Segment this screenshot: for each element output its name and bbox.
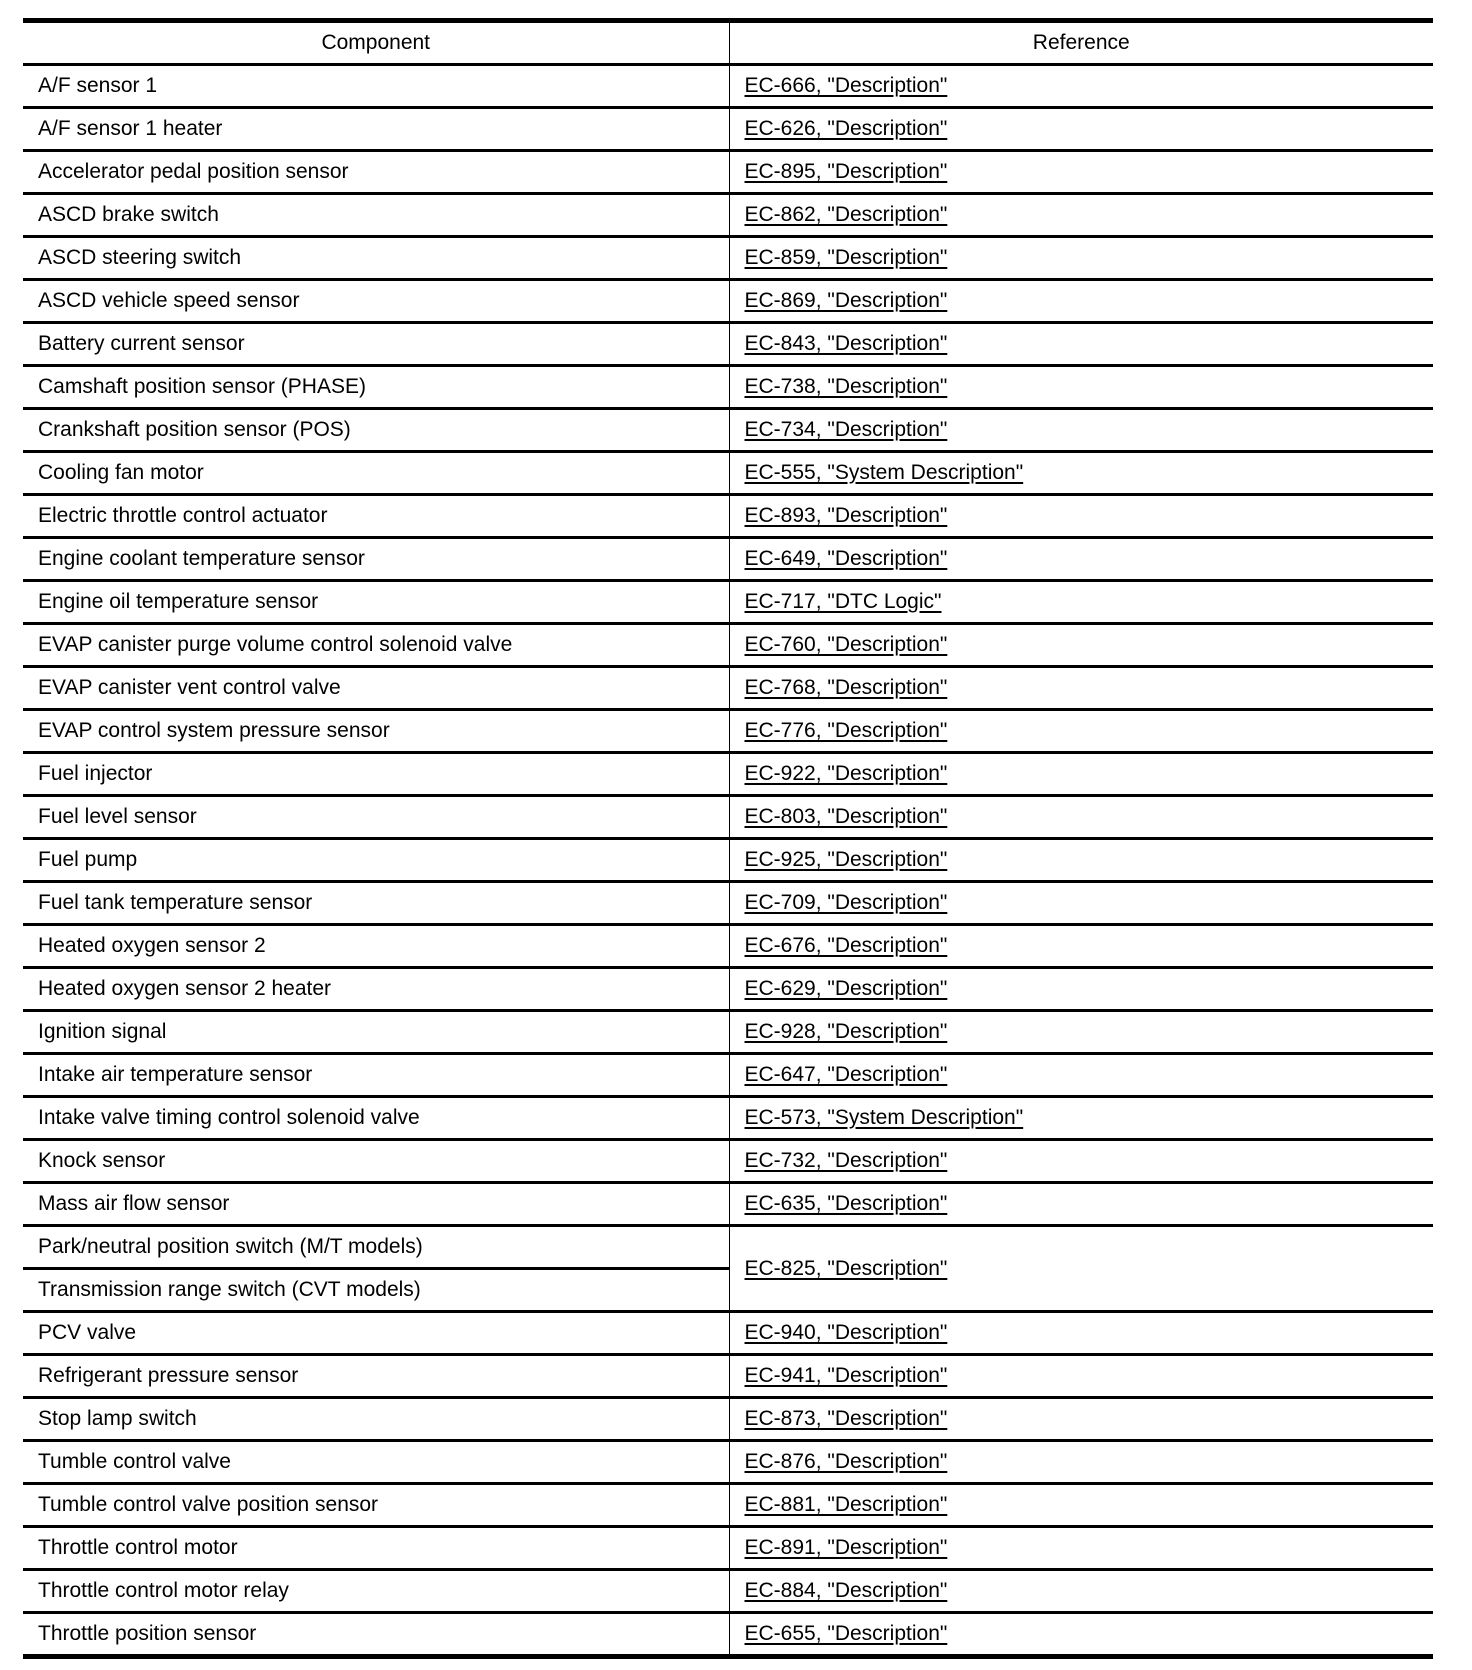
table-row bbox=[23, 710, 1433, 753]
component-cell: Knock sensor bbox=[23, 1140, 729, 1183]
table-row bbox=[23, 237, 1433, 280]
table-row bbox=[23, 1398, 1433, 1441]
reference-cell bbox=[729, 1398, 1433, 1441]
reference-cell bbox=[729, 108, 1433, 151]
header-reference: Reference bbox=[729, 21, 1433, 65]
component-cell: Engine oil temperature sensor bbox=[23, 581, 729, 624]
reference-link[interactable]: EC-760, "Description" bbox=[744, 633, 948, 656]
reference-cell bbox=[729, 1484, 1433, 1527]
component-cell: Camshaft position sensor (PHASE) bbox=[23, 366, 729, 409]
table-row bbox=[23, 108, 1433, 151]
reference-cell bbox=[729, 1226, 1433, 1312]
reference-cell bbox=[729, 839, 1433, 882]
reference-link[interactable]: EC-941, "Description" bbox=[744, 1364, 948, 1387]
table-row bbox=[23, 1355, 1433, 1398]
table-row bbox=[23, 1484, 1433, 1527]
table-row bbox=[23, 753, 1433, 796]
component-cell: Intake valve timing control solenoid valve bbox=[23, 1097, 729, 1140]
table-row bbox=[23, 366, 1433, 409]
reference-link[interactable]: EC-859, "Description" bbox=[744, 246, 948, 269]
reference-link[interactable]: EC-940, "Description" bbox=[744, 1321, 948, 1344]
table-row bbox=[23, 1527, 1433, 1570]
component-cell: Throttle control motor relay bbox=[23, 1570, 729, 1613]
reference-cell bbox=[729, 710, 1433, 753]
header-component: Component bbox=[23, 21, 729, 65]
component-cell: Fuel pump bbox=[23, 839, 729, 882]
reference-link[interactable]: EC-803, "Description" bbox=[744, 805, 948, 828]
component-cell: Refrigerant pressure sensor bbox=[23, 1355, 729, 1398]
reference-cell bbox=[729, 151, 1433, 194]
reference-link[interactable]: EC-649, "Description" bbox=[744, 547, 948, 570]
table-row bbox=[23, 1226, 1433, 1269]
table-row bbox=[23, 581, 1433, 624]
component-cell: Engine coolant temperature sensor bbox=[23, 538, 729, 581]
reference-cell bbox=[729, 366, 1433, 409]
reference-cell bbox=[729, 1011, 1433, 1054]
reference-link[interactable]: EC-881, "Description" bbox=[744, 1493, 948, 1516]
table-row bbox=[23, 1011, 1433, 1054]
reference-link[interactable]: EC-666, "Description" bbox=[744, 74, 948, 97]
reference-link[interactable]: EC-893, "Description" bbox=[744, 504, 948, 527]
component-reference-table bbox=[23, 18, 1433, 1659]
component-cell: ASCD vehicle speed sensor bbox=[23, 280, 729, 323]
table-row bbox=[23, 1140, 1433, 1183]
reference-cell bbox=[729, 882, 1433, 925]
component-cell: Fuel injector bbox=[23, 753, 729, 796]
component-cell: Tumble control valve bbox=[23, 1441, 729, 1484]
table-row bbox=[23, 1441, 1433, 1484]
component-cell: A/F sensor 1 heater bbox=[23, 108, 729, 151]
reference-cell bbox=[729, 968, 1433, 1011]
reference-link[interactable]: EC-573, "System Description" bbox=[744, 1106, 1024, 1129]
component-cell: Throttle control motor bbox=[23, 1527, 729, 1570]
reference-link[interactable]: EC-555, "System Description" bbox=[744, 461, 1024, 484]
component-cell: Tumble control valve position sensor bbox=[23, 1484, 729, 1527]
reference-link[interactable]: EC-647, "Description" bbox=[744, 1063, 948, 1086]
component-cell: Crankshaft position sensor (POS) bbox=[23, 409, 729, 452]
reference-cell bbox=[729, 1097, 1433, 1140]
reference-link[interactable]: EC-884, "Description" bbox=[744, 1579, 948, 1602]
table-row bbox=[23, 796, 1433, 839]
table-row bbox=[23, 65, 1433, 108]
reference-link[interactable]: EC-717, "DTC Logic" bbox=[744, 590, 942, 613]
reference-cell bbox=[729, 538, 1433, 581]
reference-link[interactable]: EC-891, "Description" bbox=[744, 1536, 948, 1559]
reference-cell bbox=[729, 667, 1433, 710]
reference-cell bbox=[729, 624, 1433, 667]
component-cell: Mass air flow sensor bbox=[23, 1183, 729, 1226]
reference-link[interactable]: EC-895, "Description" bbox=[744, 160, 948, 183]
component-cell: Ignition signal bbox=[23, 1011, 729, 1054]
table-row bbox=[23, 280, 1433, 323]
reference-link[interactable]: EC-843, "Description" bbox=[744, 332, 948, 355]
table-row bbox=[23, 452, 1433, 495]
reference-cell bbox=[729, 1441, 1433, 1484]
reference-cell bbox=[729, 409, 1433, 452]
table-row bbox=[23, 968, 1433, 1011]
component-cell: Electric throttle control actuator bbox=[23, 495, 729, 538]
component-cell: Heated oxygen sensor 2 bbox=[23, 925, 729, 968]
component-cell: PCV valve bbox=[23, 1312, 729, 1355]
reference-cell bbox=[729, 581, 1433, 624]
reference-cell bbox=[729, 1527, 1433, 1570]
reference-cell bbox=[729, 796, 1433, 839]
component-cell: Park/neutral position switch (M/T models) bbox=[23, 1226, 729, 1269]
component-cell: Stop lamp switch bbox=[23, 1398, 729, 1441]
table-row bbox=[23, 323, 1433, 366]
reference-link[interactable]: EC-776, "Description" bbox=[744, 719, 948, 742]
reference-cell bbox=[729, 1140, 1433, 1183]
reference-link[interactable]: EC-825, "Description" bbox=[744, 1256, 948, 1280]
table-body bbox=[23, 65, 1433, 1657]
component-cell: Heated oxygen sensor 2 heater bbox=[23, 968, 729, 1011]
component-cell: EVAP control system pressure sensor bbox=[23, 710, 729, 753]
component-cell: EVAP canister purge volume control solenoid valve bbox=[23, 624, 729, 667]
reference-link[interactable]: EC-709, "Description" bbox=[744, 891, 948, 914]
reference-link[interactable]: EC-873, "Description" bbox=[744, 1407, 948, 1430]
component-cell: Battery current sensor bbox=[23, 323, 729, 366]
table-row bbox=[23, 1183, 1433, 1226]
table-row bbox=[23, 1312, 1433, 1355]
table-row bbox=[23, 538, 1433, 581]
reference-link[interactable]: EC-655, "Description" bbox=[744, 1622, 948, 1645]
table-row bbox=[23, 1570, 1433, 1613]
component-cell: Throttle position sensor bbox=[23, 1613, 729, 1657]
component-cell: Accelerator pedal position sensor bbox=[23, 151, 729, 194]
reference-cell bbox=[729, 237, 1433, 280]
table-row bbox=[23, 151, 1433, 194]
reference-link[interactable]: EC-626, "Description" bbox=[744, 117, 948, 140]
reference-cell bbox=[729, 1312, 1433, 1355]
component-cell: Transmission range switch (CVT models) bbox=[23, 1269, 729, 1312]
reference-link[interactable]: EC-862, "Description" bbox=[744, 203, 948, 226]
table-row bbox=[23, 925, 1433, 968]
reference-link[interactable]: EC-732, "Description" bbox=[744, 1149, 948, 1172]
table-row bbox=[23, 1054, 1433, 1097]
table-row bbox=[23, 839, 1433, 882]
reference-cell bbox=[729, 1570, 1433, 1613]
component-cell: Fuel tank temperature sensor bbox=[23, 882, 729, 925]
reference-link[interactable]: EC-635, "Description" bbox=[744, 1192, 948, 1215]
reference-link[interactable]: EC-768, "Description" bbox=[744, 676, 948, 699]
component-cell: A/F sensor 1 bbox=[23, 65, 729, 108]
header-row bbox=[23, 21, 1433, 65]
table-row bbox=[23, 194, 1433, 237]
reference-cell bbox=[729, 323, 1433, 366]
reference-cell bbox=[729, 452, 1433, 495]
component-cell: Fuel level sensor bbox=[23, 796, 729, 839]
reference-cell bbox=[729, 925, 1433, 968]
table-row bbox=[23, 409, 1433, 452]
reference-cell bbox=[729, 280, 1433, 323]
reference-link[interactable]: EC-676, "Description" bbox=[744, 934, 948, 957]
table-row bbox=[23, 1097, 1433, 1140]
table-row bbox=[23, 495, 1433, 538]
reference-link[interactable]: EC-922, "Description" bbox=[744, 762, 948, 785]
reference-link[interactable]: EC-869, "Description" bbox=[744, 289, 948, 312]
reference-link[interactable]: EC-925, "Description" bbox=[744, 848, 948, 871]
table-row bbox=[23, 624, 1433, 667]
reference-link[interactable]: EC-928, "Description" bbox=[744, 1020, 948, 1043]
component-cell: Cooling fan motor bbox=[23, 452, 729, 495]
reference-link[interactable]: EC-734, "Description" bbox=[744, 418, 948, 441]
table-row bbox=[23, 1613, 1433, 1657]
component-cell: Intake air temperature sensor bbox=[23, 1054, 729, 1097]
table-row bbox=[23, 667, 1433, 710]
reference-cell bbox=[729, 753, 1433, 796]
reference-link[interactable]: EC-738, "Description" bbox=[744, 375, 948, 398]
reference-cell bbox=[729, 1183, 1433, 1226]
reference-link[interactable]: EC-629, "Description" bbox=[744, 977, 948, 1000]
reference-link[interactable]: EC-876, "Description" bbox=[744, 1450, 948, 1473]
component-cell: ASCD steering switch bbox=[23, 237, 729, 280]
table-row bbox=[23, 882, 1433, 925]
reference-cell bbox=[729, 65, 1433, 108]
reference-cell bbox=[729, 194, 1433, 237]
reference-cell bbox=[729, 1054, 1433, 1097]
component-cell: EVAP canister vent control valve bbox=[23, 667, 729, 710]
reference-cell bbox=[729, 1355, 1433, 1398]
reference-cell bbox=[729, 1613, 1433, 1657]
reference-cell bbox=[729, 495, 1433, 538]
component-cell: ASCD brake switch bbox=[23, 194, 729, 237]
